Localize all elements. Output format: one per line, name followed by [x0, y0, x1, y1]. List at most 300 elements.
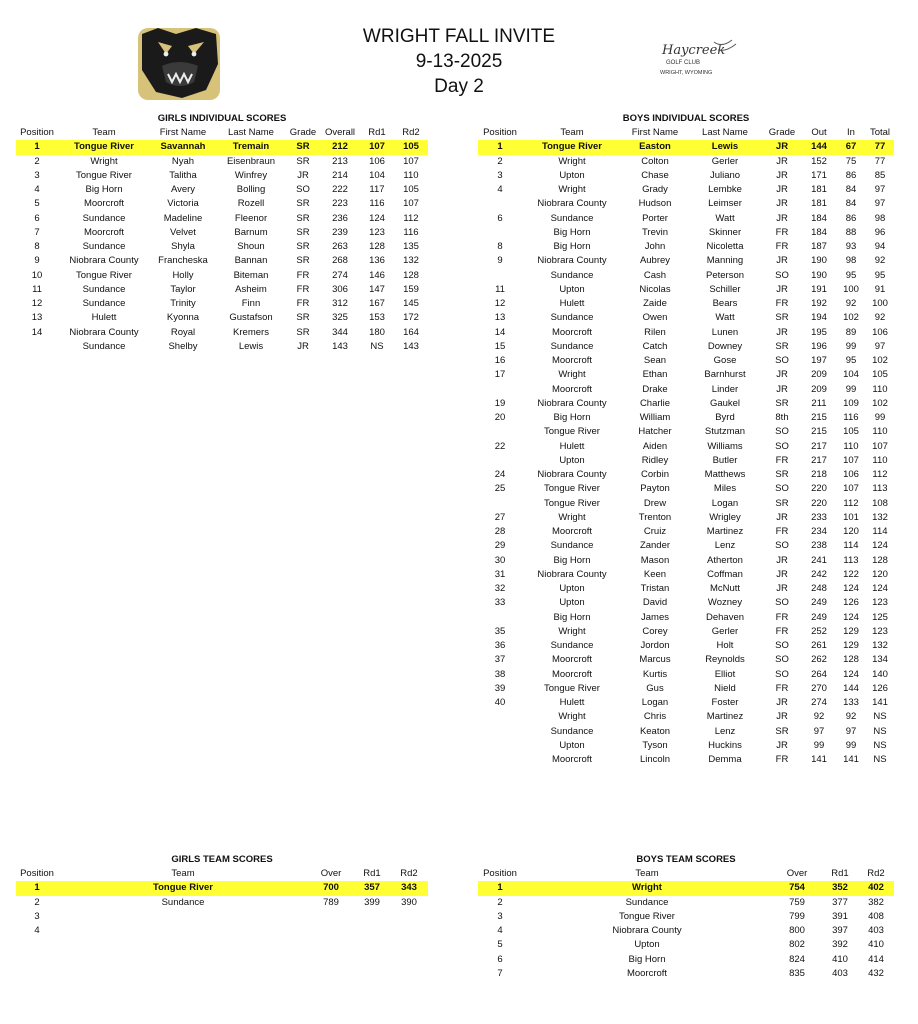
table-row: [16, 283, 428, 297]
table-cell: Moorcroft: [551, 668, 593, 680]
table-cell: 29: [494, 540, 506, 552]
table-cell: Sean: [643, 355, 667, 367]
table-cell: Drew: [643, 497, 667, 509]
table-cell: 84: [845, 198, 857, 210]
table-cell: Juliano: [709, 169, 741, 181]
table-cell: 92: [845, 711, 857, 723]
table-cell: 106: [872, 326, 888, 338]
table-cell: 397: [832, 925, 848, 937]
table-cell: Ethan: [642, 369, 668, 381]
table-cell: [478, 226, 522, 240]
table-cell: Upton: [559, 597, 585, 609]
table-cell: 306: [332, 283, 348, 295]
table-cell: Barnhurst: [704, 369, 746, 381]
table-cell: SR: [296, 155, 310, 167]
table-cell: Tongue River: [619, 910, 675, 922]
table-cell: 13: [494, 312, 506, 324]
table-cell: 214: [332, 169, 348, 181]
table-row: [478, 155, 894, 169]
table-cell: FR: [775, 241, 789, 253]
table-cell: 89: [845, 326, 857, 338]
table-cell: 399: [364, 896, 380, 908]
table-cell: SR: [775, 725, 789, 737]
page-title: WRIGHT FALL INVITE: [362, 26, 556, 47]
table-cell: SR: [775, 312, 789, 324]
table-cell: Taylor: [170, 283, 196, 295]
table-cell: 192: [811, 298, 827, 310]
table-cell: SR: [296, 255, 310, 267]
table-cell: Porter: [642, 212, 668, 224]
table-cell: 100: [843, 283, 859, 295]
table-row: [478, 710, 894, 724]
table-cell: [478, 454, 522, 468]
table-cell: FR: [296, 298, 310, 310]
table-cell: Martinez: [706, 711, 744, 723]
table-cell: 3: [34, 169, 40, 181]
table-cell: Talitha: [169, 169, 197, 181]
table-cell: 261: [811, 640, 827, 652]
table-cell: JR: [776, 184, 788, 196]
table-cell: SO: [775, 654, 789, 666]
column-header: In: [847, 127, 855, 139]
table-cell: 99: [845, 340, 857, 352]
table-cell: Niobrara County: [537, 568, 607, 580]
table-cell: 32: [494, 583, 506, 595]
table-cell: 264: [811, 668, 827, 680]
table-cell: Rozell: [237, 198, 265, 210]
table-cell: Wright: [522, 881, 772, 895]
table-cell: Bannan: [234, 255, 268, 267]
table-row: [478, 226, 894, 240]
table-cell: John: [644, 241, 666, 253]
table-cell: 391: [832, 910, 848, 922]
table-cell: 67: [836, 140, 866, 154]
table-cell: 252: [811, 625, 827, 637]
table-cell: JR: [776, 511, 788, 523]
table-cell: 6: [497, 953, 503, 965]
table-cell: 270: [811, 682, 827, 694]
table-cell: Trenton: [638, 511, 672, 523]
table-cell: Trinity: [170, 298, 196, 310]
table-cell: Lembke: [708, 184, 742, 196]
table-cell: 95: [845, 269, 857, 281]
table-cell: 352: [822, 881, 858, 895]
table-cell: Winfrey: [234, 169, 268, 181]
table-cell: 14: [494, 326, 506, 338]
table-cell: Hudson: [638, 198, 672, 210]
table-cell: NS: [873, 754, 887, 766]
table-row: [478, 539, 894, 553]
table-cell: 802: [789, 939, 805, 951]
table-cell: FR: [296, 283, 310, 295]
club-logo-line1: GOLF CLUB: [666, 60, 701, 66]
table-cell: 146: [369, 269, 385, 281]
column-header: Out: [811, 127, 827, 139]
table-cell: 30: [494, 554, 506, 566]
table-row: [16, 254, 428, 268]
table-cell: 102: [872, 397, 888, 409]
table-cell: 8th: [775, 412, 789, 424]
table-row: [478, 497, 894, 511]
column-header: Rd2: [400, 868, 418, 880]
table-cell: Big Horn: [553, 554, 591, 566]
table-cell: FR: [775, 298, 789, 310]
table-cell: Tongue River: [544, 426, 600, 438]
table-cell: 392: [832, 939, 848, 951]
club-logo-script: Haycreek: [662, 43, 726, 58]
table-cell: Watt: [715, 312, 735, 324]
table-row: [16, 297, 428, 311]
table-cell: Upton: [634, 939, 660, 951]
table-cell: 5: [34, 198, 40, 210]
table-cell: [354, 924, 390, 938]
table-row: [478, 354, 894, 368]
table-cell: 3: [34, 910, 40, 922]
table-cell: SO: [775, 597, 789, 609]
table-cell: Wright: [558, 155, 586, 167]
table-cell: Easton: [622, 140, 688, 154]
table-cell: 39: [494, 682, 506, 694]
column-header: Rd2: [867, 868, 885, 880]
table-row: [478, 739, 894, 753]
table-cell: Gerler: [711, 155, 739, 167]
table-cell: 112: [872, 469, 888, 481]
table-row: [478, 297, 894, 311]
table-cell: 191: [811, 283, 827, 295]
table-cell: 799: [789, 910, 805, 922]
table-row: [478, 653, 894, 667]
table-cell: Bears: [712, 298, 738, 310]
table-cell: Lewis: [688, 140, 762, 154]
table-cell: 4: [34, 184, 40, 196]
table-row: [478, 582, 894, 596]
table-cell: Butler: [712, 454, 738, 466]
table-cell: 312: [332, 298, 348, 310]
header-row: [16, 867, 428, 881]
table-cell: [308, 924, 354, 938]
table-cell: Wright: [558, 184, 586, 196]
table-cell: 357: [354, 881, 390, 895]
table-cell: 1: [478, 881, 522, 895]
table-row: [478, 511, 894, 525]
table-cell: FR: [775, 625, 789, 637]
table-cell: 242: [811, 568, 827, 580]
table-cell: 110: [843, 440, 859, 452]
table-cell: 125: [872, 611, 888, 623]
column-header: First Name: [631, 127, 679, 139]
table-cell: Tongue River: [544, 497, 600, 509]
table-row: [16, 155, 428, 169]
table-cell: SR: [296, 226, 310, 238]
table-cell: Moorcroft: [551, 654, 593, 666]
column-header: Over: [786, 868, 808, 880]
table-cell: Lenz: [714, 540, 736, 552]
table-cell: 4: [34, 925, 40, 937]
table-cell: Sundance: [82, 340, 126, 352]
table-cell: 143: [332, 340, 348, 352]
table-cell: 262: [811, 654, 827, 666]
table-row: [16, 240, 428, 254]
table-row: [478, 212, 894, 226]
table-cell: Coffman: [707, 568, 743, 580]
table-cell: Sundance: [550, 340, 594, 352]
table-cell: 124: [872, 540, 888, 552]
table-cell: Moorcroft: [626, 967, 668, 979]
table-cell: 113: [843, 554, 859, 566]
title-block: [0, 24, 918, 99]
table-cell: FR: [775, 526, 789, 538]
table-row: [478, 240, 894, 254]
table-cell: 195: [811, 326, 827, 338]
table-cell: Dehaven: [705, 611, 745, 623]
table-row: [16, 881, 428, 895]
table-row: [478, 753, 894, 767]
table-cell: Logan: [641, 697, 669, 709]
header-row: [16, 126, 428, 140]
table-cell: Upton: [559, 739, 585, 751]
table-cell: SO: [775, 483, 789, 495]
table-cell: 2: [34, 155, 40, 167]
table-cell: 13: [31, 312, 43, 324]
table-cell: 27: [494, 511, 506, 523]
table-cell: 403: [868, 925, 884, 937]
table-cell: Foster: [711, 697, 739, 709]
table-cell: JR: [776, 697, 788, 709]
table-cell: Lewis: [238, 340, 264, 352]
table-cell: Aubrey: [639, 255, 671, 267]
table-cell: 91: [874, 283, 886, 295]
table-cell: 1: [16, 881, 58, 895]
table-cell: Marcus: [639, 654, 671, 666]
column-header: Position: [483, 868, 517, 880]
table-cell: Owen: [642, 312, 668, 324]
table-cell: 12: [494, 298, 506, 310]
table-cell: 145: [403, 298, 419, 310]
table-cell: 181: [811, 184, 827, 196]
table-cell: 11: [32, 283, 42, 295]
table-cell: Moorcroft: [83, 226, 125, 238]
girls-individual-title: GIRLS INDIVIDUAL SCORES: [157, 113, 287, 124]
column-header: Grade: [768, 127, 796, 139]
boys-individual-table: [478, 112, 894, 767]
table-cell: FR: [775, 754, 789, 766]
table-cell: Sundance: [550, 640, 594, 652]
table-cell: Hulett: [559, 697, 585, 709]
table-row: [16, 896, 428, 910]
table-cell: Hulett: [559, 298, 585, 310]
table-cell: Jordon: [640, 640, 670, 652]
table-cell: Bolling: [236, 184, 266, 196]
table-cell: 141: [811, 754, 827, 766]
table-cell: Sundance: [82, 283, 126, 295]
table-row: [478, 183, 894, 197]
club-logo-line2: WRIGHT, WYOMING: [660, 70, 713, 76]
table-cell: Tongue River: [544, 483, 600, 495]
table-cell: 110: [872, 383, 888, 395]
column-header: Rd2: [402, 127, 420, 139]
table-cell: Sundance: [161, 896, 205, 908]
table-cell: Finn: [241, 298, 261, 310]
table-row: [478, 411, 894, 425]
table-cell: 241: [811, 554, 827, 566]
table-row: [478, 254, 894, 268]
table-cell: 104: [843, 369, 859, 381]
table-cell: 114: [843, 540, 859, 552]
table-cell: JR: [762, 140, 802, 154]
table-cell: 110: [872, 454, 888, 466]
table-cell: Tongue River: [58, 140, 150, 154]
table-cell: 99: [845, 739, 857, 751]
table-cell: 107: [843, 454, 859, 466]
table-cell: JR: [776, 198, 788, 210]
table-cell: Byrd: [715, 412, 735, 424]
table-cell: 97: [874, 184, 886, 196]
table-cell: Sundance: [550, 725, 594, 737]
table-cell: Gerler: [711, 625, 739, 637]
table-cell: SR: [296, 326, 310, 338]
table-cell: 105: [872, 369, 888, 381]
table-cell: 86: [845, 169, 857, 181]
header-row: [478, 867, 894, 881]
table-cell: 96: [874, 226, 886, 238]
table-cell: [478, 497, 522, 511]
table-cell: Hatcher: [638, 426, 672, 438]
table-row: [478, 425, 894, 439]
table-cell: JR: [776, 326, 788, 338]
table-row: [478, 197, 894, 211]
table-cell: 106: [369, 155, 385, 167]
table-cell: SR: [296, 212, 310, 224]
header-row: [478, 126, 894, 140]
table-cell: Matthews: [704, 469, 746, 481]
table-cell: 24: [494, 469, 506, 481]
table-cell: Martinez: [706, 526, 744, 538]
table-cell: Miles: [713, 483, 737, 495]
table-cell: 754: [772, 881, 822, 895]
table-cell: Ridley: [641, 454, 669, 466]
table-cell: Sundance: [82, 241, 126, 253]
table-cell: 180: [369, 326, 385, 338]
table-cell: 239: [332, 226, 348, 238]
table-cell: 248: [811, 583, 827, 595]
table-cell: [478, 753, 522, 767]
table-cell: 325: [332, 312, 348, 324]
table-cell: 134: [872, 654, 888, 666]
table-cell: [16, 340, 58, 354]
table-row: [16, 140, 428, 154]
table-cell: 99: [813, 739, 825, 751]
table-cell: 107: [843, 483, 859, 495]
table-cell: 105: [394, 140, 428, 154]
table-row: [478, 568, 894, 582]
table-cell: Kremers: [233, 326, 269, 338]
table-cell: 123: [872, 625, 888, 637]
table-row: [478, 283, 894, 297]
table-cell: SR: [775, 497, 789, 509]
table-cell: 233: [811, 511, 827, 523]
table-row: [478, 383, 894, 397]
table-cell: 213: [332, 155, 348, 167]
table-cell: [478, 725, 522, 739]
table-cell: 116: [403, 226, 419, 238]
table-cell: Shoun: [237, 241, 265, 253]
table-cell: 8: [34, 241, 40, 253]
table-cell: Rilen: [644, 326, 666, 338]
table-cell: Royal: [170, 326, 196, 338]
table-cell: 97: [845, 725, 857, 737]
table-cell: 144: [843, 682, 859, 694]
table-cell: 217: [811, 454, 827, 466]
table-cell: Hulett: [91, 312, 117, 324]
table-cell: 123: [872, 597, 888, 609]
table-cell: 382: [868, 896, 884, 908]
table-cell: [478, 739, 522, 753]
table-cell: Asheim: [235, 283, 267, 295]
table-cell: 100: [872, 298, 888, 310]
table-cell: 209: [811, 383, 827, 395]
table-cell: Cruiz: [643, 526, 667, 538]
table-row: [478, 639, 894, 653]
table-cell: 102: [843, 312, 859, 324]
table-cell: Sundance: [82, 212, 126, 224]
table-cell: [308, 910, 354, 924]
table-cell: 408: [868, 910, 884, 922]
table-cell: 217: [811, 440, 827, 452]
table-cell: Sundance: [550, 540, 594, 552]
table-cell: Niobrara County: [69, 326, 139, 338]
table-cell: Upton: [559, 169, 585, 181]
table-cell: 104: [369, 169, 385, 181]
girls-team-table: [16, 853, 428, 938]
column-header: Last Name: [702, 127, 748, 139]
table-cell: 249: [811, 611, 827, 623]
table-cell: FR: [775, 226, 789, 238]
table-cell: Corey: [642, 625, 668, 637]
table-row: [16, 269, 428, 283]
table-cell: Zaide: [643, 298, 667, 310]
table-cell: 107: [360, 140, 394, 154]
table-cell: Holt: [716, 640, 734, 652]
table-cell: Upton: [559, 283, 585, 295]
table-cell: JR: [297, 169, 309, 181]
table-row: [16, 226, 428, 240]
table-row: [478, 668, 894, 682]
table-cell: 36: [494, 640, 506, 652]
table-cell: 132: [872, 640, 888, 652]
table-cell: Moorcroft: [551, 754, 593, 766]
table-cell: James: [641, 611, 669, 623]
table-cell: JR: [776, 711, 788, 723]
table-cell: Leimser: [708, 198, 742, 210]
table-cell: 113: [872, 483, 888, 495]
table-cell: SO: [775, 269, 789, 281]
table-cell: 410: [868, 939, 884, 951]
table-cell: 197: [811, 355, 827, 367]
table-cell: Colton: [641, 155, 669, 167]
table-cell: 410: [832, 953, 848, 965]
table-cell: 159: [403, 283, 419, 295]
table-cell: Barnum: [234, 226, 268, 238]
table-cell: Kyonna: [166, 312, 200, 324]
table-cell: 124: [843, 611, 859, 623]
table-cell: 92: [845, 298, 857, 310]
table-cell: Elliot: [714, 668, 736, 680]
table-cell: Zander: [639, 540, 671, 552]
table-cell: Chase: [641, 169, 669, 181]
table-cell: 152: [811, 155, 827, 167]
table-cell: Shyla: [171, 241, 195, 253]
table-cell: Gaukel: [709, 397, 741, 409]
